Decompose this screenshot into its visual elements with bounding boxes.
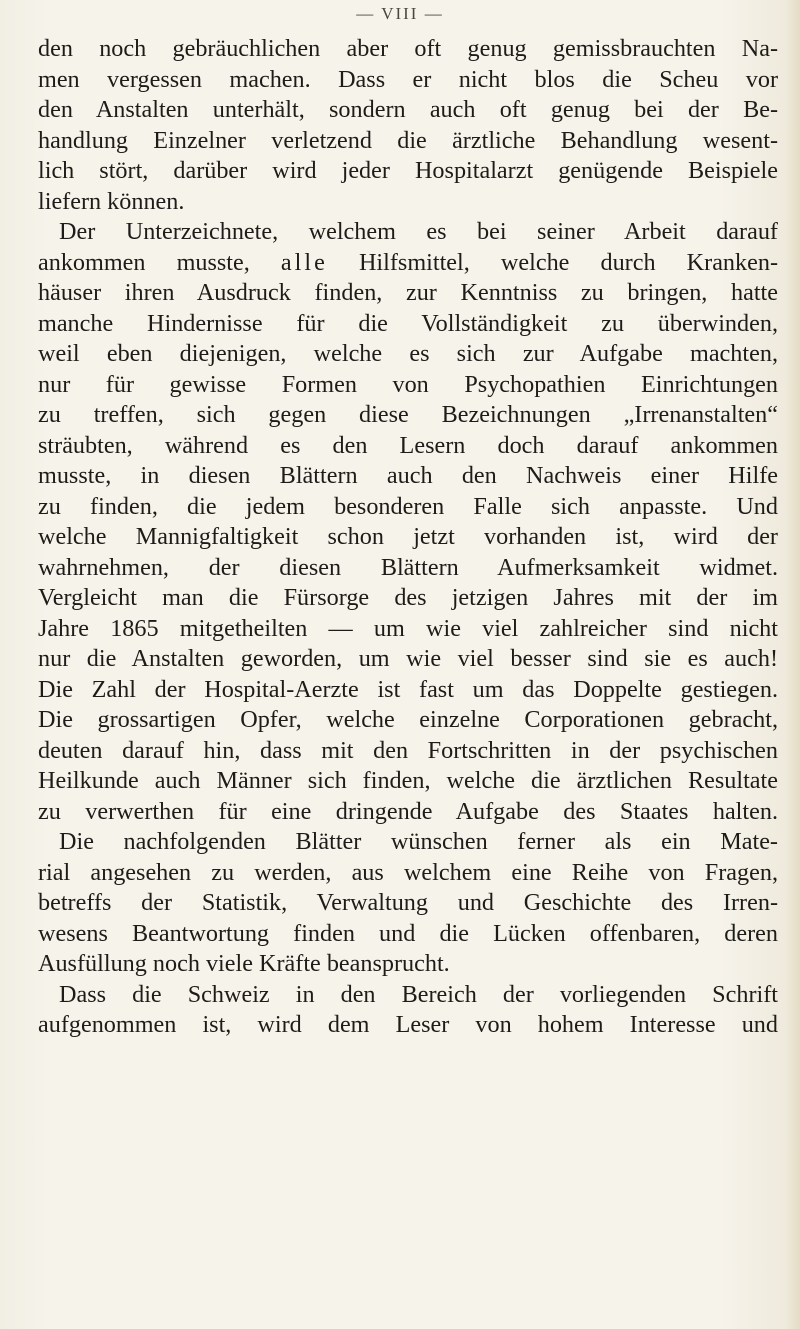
text-line: Heilkunde auch Männer sich finden, welche die ärztlichen Resultate (38, 767, 778, 794)
text-fragment: Hilfsmittel, welche durch Kranken- (358, 248, 778, 276)
text-line: Jahre 1865 mitgetheilten — um wie viel zahlreicher sind nicht (38, 614, 778, 642)
text-line (38, 248, 778, 279)
text-line: rial angesehen zu werden, aus welchem eine Reihe von Fragen, (38, 858, 778, 886)
text-line: Der Unterzeichnete, welchem es bei seiner Arbeit darauf (59, 218, 778, 245)
text-line: lich stört, darüber wird jeder Hospitalarzt genügende Beispiele (38, 157, 778, 184)
text-line: deuten darauf hin, dass mit den Fortschritten in der psychischen (38, 736, 778, 764)
text-line: den Anstalten unterhält, sondern auch oft genug bei der Be- (38, 96, 778, 123)
body-text (38, 34, 778, 1041)
text-line: wahrnehmen, der diesen Blättern Aufmerksamkeit widmet. (38, 553, 778, 581)
text-line: Ausfüllung noch viele Kräfte beansprucht. (38, 950, 450, 977)
text-line: Die Zahl der Hospital-Aerzte ist fast um das Doppelte gestiegen. (38, 675, 778, 703)
text-line: zu treffen, sich gegen diese Bezeichnungen „Irrenanstalten“ (38, 401, 778, 428)
text-line: liefern können. (38, 187, 185, 215)
page-edge-shadow (786, 0, 800, 1329)
text-line: welche Mannigfaltigkeit schon jetzt vorhanden ist, wird der (38, 523, 778, 550)
text-line: handlung Einzelner verletzend die ärztliche Behandlung wesent- (38, 126, 778, 154)
text-line: betreffs der Statistik, Verwaltung und Geschichte des Irren- (38, 889, 778, 916)
text-line: häuser ihren Ausdruck finden, zur Kenntniss zu bringen, hatte (38, 279, 778, 306)
text-line: zu verwerthen für eine dringende Aufgabe des Staates halten. (38, 797, 778, 825)
emphasized-word: alle (280, 248, 328, 276)
text-line: Dass die Schweiz in den Bereich der vorliegenden Schrift (59, 980, 778, 1008)
text-line: musste, in diesen Blättern auch den Nachweis einer Hilfe (38, 462, 778, 489)
text-line: nur für gewisse Formen von Psychopathien Einrichtungen (38, 370, 778, 398)
text-line: Vergleicht man die Fürsorge des jetzigen Jahres mit der im (38, 584, 778, 611)
text-line: wesens Beantwortung finden und die Lücken offenbaren, deren (38, 919, 778, 947)
page-number-header: — VIII — (356, 4, 444, 23)
text-line: manche Hindernisse für die Vollständigkeit zu überwinden, (38, 309, 778, 337)
text-line: sträubten, während es den Lesern doch darauf ankommen (38, 431, 778, 459)
text-line: Die grossartigen Opfer, welche einzelne Corporationen gebracht, (38, 706, 778, 733)
text-line: zu finden, die jedem besonderen Falle sich anpasste. Und (38, 492, 778, 520)
text-fragment: ankommen musste, (38, 248, 250, 276)
text-line: Die nachfolgenden Blätter wünschen ferner als ein Mate- (59, 828, 778, 855)
text-line: men vergessen machen. Dass er nicht blos die Scheu vor (38, 65, 778, 93)
text-line: nur die Anstalten geworden, um wie viel besser sind sie es auch! (38, 645, 778, 672)
text-line: weil eben diejenigen, welche es sich zur Aufgabe machten, (38, 340, 778, 367)
text-line: aufgenommen ist, wird dem Leser von hohem Interesse und (38, 1011, 778, 1038)
text-line: den noch gebräuchlichen aber oft genug gemissbrauchten Na- (38, 35, 778, 62)
